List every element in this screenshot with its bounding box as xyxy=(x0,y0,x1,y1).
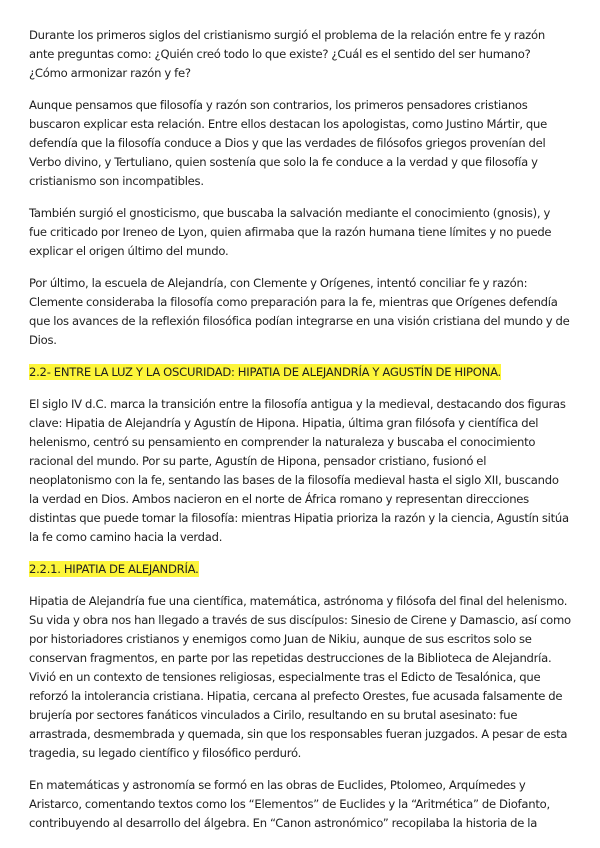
paragraph-hypatia-mathematics: En matemáticas y astronomía se formó en las obras de Euclides, Ptolomeo, Arquímedes y Aristarco, comentando textos como los “Elementos” de Euclides y la “Aritmética” de Diofanto, contribuyendo al desarrollo del álgebra. En “Canon astronómico” recopilaba la historia de la xyxy=(29,778,550,830)
paragraph-faith-reason-problem: Durante los primeros siglos del cristianismo surgió el problema de la relación entre fe y razón ante preguntas como: ¿Quién creó todo lo que existe? ¿Cuál es el sentido del ser humano? ¿Cómo armonizar razón y fe? xyxy=(29,28,545,80)
paragraph-fourth-century: El siglo IV d.C. marca la transición entre la filosofía antigua y la medieval, destacando dos figuras clave: Hipatia de Alejandría y Agustín de Hipona. Hipatia, última gran filósofa y científica del helenismo, centró su pensamiento en comprender la naturaleza y buscaba el conocimiento racional del mundo. Por su parte, Agustín de Hipona, pensador cristiano, fusionó el neoplatonismo con la fe, sentando las bases de la filosofía medieval hasta el siglo XII, buscando la verdad en Dios. Ambos nacieron en el norte de África romano y representan direcciones distintas que puede tomar la filosofía: mientras Hipatia prioriza la razón y la ciencia, Agustín sitúa la fe como camino hacia la verdad. xyxy=(29,397,569,544)
subsection-heading-wrapper xyxy=(29,560,571,579)
paragraph-hypatia-life: Hipatia de Alejandría fue una científica, matemática, astrónoma y filósofa del final del helenismo. Su vida y obra nos han llegado a través de sus discípulos: Sinesio de Cirene y Damascio, así como por historiadores cristianos y enemigos como Juan de Nikiu, aunque de sus escritos solo se conservan fragmentos, en parte por las repetidas destrucciones de la Biblioteca de Alejandría. Vivió en un contexto de tensiones religiosas, especialmente tras el Edicto de Tesalónica, que reforzó la intolerancia cristiana. Hipatia, cercana al prefecto Orestes, fue acusada falsamente de brujería por sectores fanáticos vinculados a Cirilo, resultando en su brutal asesinato: fue arrastrada, desmembrada y quemada, sin que los responsables fueran juzgados. A pesar de esta tragedia, su legado científico y filosófico perduró. xyxy=(29,594,571,760)
section-heading-light-darkness: 2.2- ENTRE LA LUZ Y LA OSCURIDAD: HIPATIA DE ALEJANDRÍA Y AGUSTÍN DE HIPONA. xyxy=(29,365,501,379)
subsection-heading-hypatia: 2.2.1. HIPATIA DE ALEJANDRÍA. xyxy=(29,562,199,576)
section-heading-wrapper xyxy=(29,363,571,382)
paragraph-gnosticism: También surgió el gnosticismo, que buscaba la salvación mediante el conocimiento (gnosis), y fue criticado por Ireneo de Lyon, quien afirmaba que la razón humana tiene límites y no puede explicar el origen último del mundo. xyxy=(29,206,552,258)
paragraph-apologists: Aunque pensamos que filosofía y razón son contrarios, los primeros pensadores cristianos buscaron explicar esta relación. Entre ellos destacan los apologistas, como Justino Mártir, que defendía que la filosofía conduce a Dios y que las verdades de filósofos griegos provenían del Verbo divino, y Tertuliano, quien sostenía que solo la fe conduce a la verdad y que filosofía y cristianismo son incompatibles. xyxy=(29,98,548,188)
document-page xyxy=(29,26,571,846)
paragraph-alexandria-school: Por último, la escuela de Alejandría, con Clemente y Orígenes, intentó conciliar fe y razón: Clemente consideraba la filosofía como preparación para la fe, mientras que Orígenes defendía que los avances de la reflexión filosófica podían integrarse en una visión cristiana del mundo y de Dios. xyxy=(29,276,570,347)
